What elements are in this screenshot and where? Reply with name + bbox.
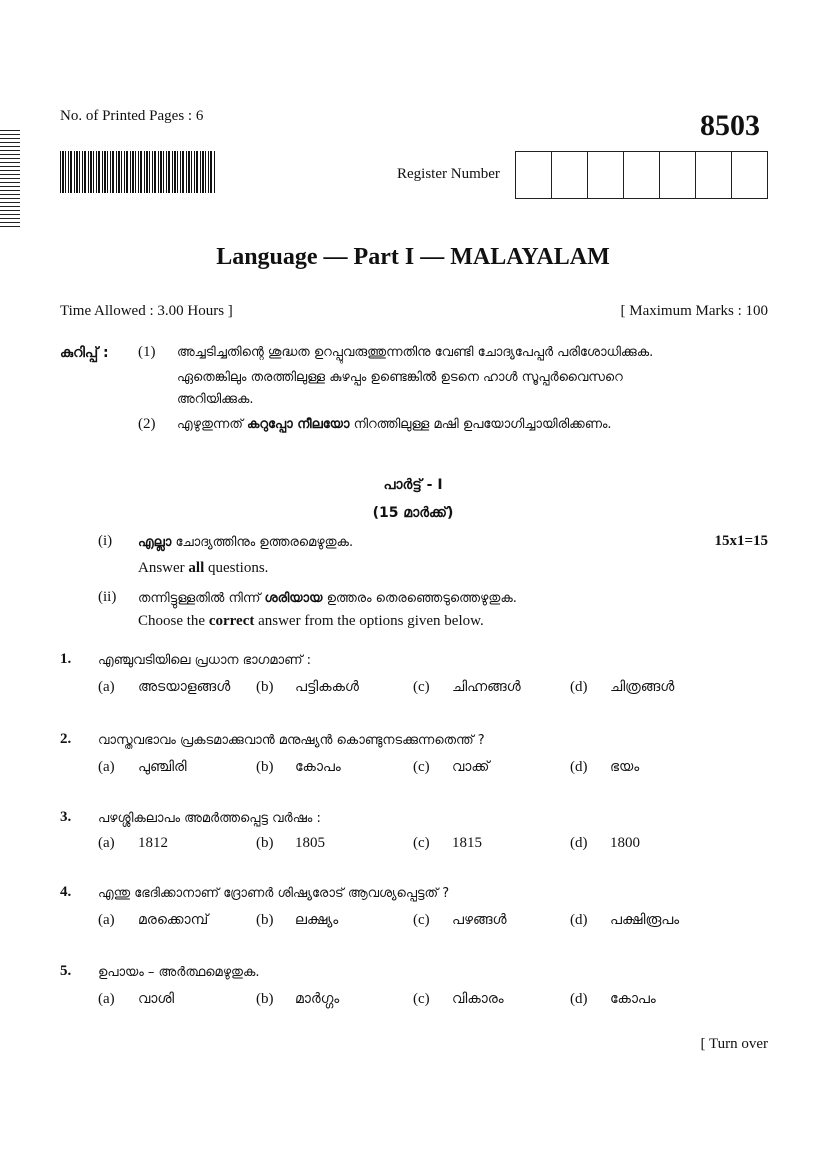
question-text: പഴശ്ശികലാപം അമർത്തപ്പെട്ട വർഷം : bbox=[98, 811, 321, 826]
instruction-part: questions. bbox=[204, 560, 269, 576]
instruction-ii-malayalam bbox=[138, 591, 517, 606]
instruction-emphasis: ശരിയായ bbox=[264, 591, 323, 606]
turn-over: [ Turn over bbox=[700, 1036, 768, 1052]
option-d[interactable]: 1800 bbox=[610, 835, 640, 851]
instruction-ii-english bbox=[138, 613, 484, 630]
option-b[interactable]: ലക്ഷ്യം bbox=[295, 912, 339, 928]
note-1-line-2: ഏതെങ്കിലും തരത്തിലുള്ള കുഴപ്പം ഉണ്ടെങ്കിൽ ഉടനെ ഹാൾ സൂപ്പർവൈസറെ bbox=[177, 370, 623, 385]
register-label: Register Number bbox=[397, 166, 500, 182]
note-1-line-3: അറിയിക്കുക. bbox=[177, 392, 254, 407]
register-digit-box[interactable] bbox=[516, 152, 552, 198]
instruction-part: Choose the bbox=[138, 613, 209, 629]
instruction-i-number: (i) bbox=[98, 533, 113, 549]
option-c[interactable]: പഴങ്ങൾ bbox=[452, 912, 507, 928]
instruction-emphasis: എല്ലാ bbox=[138, 535, 172, 550]
instruction-emphasis: correct bbox=[208, 613, 255, 629]
option-key: (c) bbox=[413, 835, 430, 851]
option-c[interactable]: വികാരം bbox=[452, 991, 504, 1007]
register-digit-box[interactable] bbox=[660, 152, 696, 198]
option-key: (a) bbox=[98, 679, 115, 695]
note-1-line-1: അച്ചടിച്ചതിന്റെ ശുദ്ധത ഉറപ്പുവരുത്തുന്നതിനു വേണ്ടി ചോദ്യപേപ്പർ പരിശോധിക്കുക. bbox=[177, 345, 654, 360]
question-text: എന്തു ഭേദിക്കാനാണ് ദ്രോണർ ശിഷ്യരോട് ആവശ്യപ്പെട്ടത് ? bbox=[98, 886, 450, 901]
question-number: 2. bbox=[60, 731, 72, 747]
question-number: 4. bbox=[60, 884, 72, 900]
register-digit-box[interactable] bbox=[624, 152, 660, 198]
instruction-emphasis: all bbox=[188, 560, 205, 576]
option-a[interactable]: വാശി bbox=[138, 991, 174, 1007]
question-text: വാസ്തവഭാവം പ്രകടമാക്കുവാൻ മനുഷ്യൻ കൊണ്ടുനടക്കുന്നതെന്ത് ? bbox=[98, 733, 485, 748]
question-text: എഞ്ചുവടിയിലെ പ്രധാന ഭാഗമാണ് : bbox=[98, 653, 312, 668]
option-key: (c) bbox=[413, 759, 430, 775]
register-digit-box[interactable] bbox=[732, 152, 767, 198]
option-key: (b) bbox=[256, 991, 274, 1007]
instruction-part: ചോദ്യത്തിനും ഉത്തരമെഴുതുക. bbox=[171, 535, 354, 550]
note-1-number: (1) bbox=[138, 344, 156, 360]
option-key: (b) bbox=[256, 759, 274, 775]
instruction-i-malayalam bbox=[138, 535, 353, 550]
option-d[interactable]: ചിത്രങ്ങൾ bbox=[610, 679, 675, 695]
note-2-part: നിറത്തിലുള്ള മഷി ഉപയോഗിച്ചായിരിക്കണം. bbox=[349, 417, 612, 432]
instruction-i-english bbox=[138, 560, 268, 577]
note-2-part: എഴുതുന്നത് bbox=[177, 417, 248, 432]
page-title: Language — Part I — MALAYALAM bbox=[216, 244, 610, 270]
option-b[interactable]: 1805 bbox=[295, 835, 325, 851]
option-key: (d) bbox=[570, 759, 588, 775]
option-a[interactable]: അടയാളങ്ങൾ bbox=[138, 679, 231, 695]
option-key: (b) bbox=[256, 835, 274, 851]
option-c[interactable]: 1815 bbox=[452, 835, 482, 851]
register-digit-box[interactable] bbox=[552, 152, 588, 198]
barcode bbox=[60, 151, 215, 193]
note-label: കുറിപ്പ് : bbox=[60, 345, 109, 361]
option-a[interactable]: 1812 bbox=[138, 835, 168, 851]
option-key: (d) bbox=[570, 835, 588, 851]
instruction-part: answer from the options given below. bbox=[254, 613, 484, 629]
option-key: (c) bbox=[413, 912, 430, 928]
part-title: പാർട്ട് - I bbox=[383, 477, 443, 493]
option-key: (d) bbox=[570, 912, 588, 928]
printed-pages: No. of Printed Pages : 6 bbox=[60, 108, 204, 124]
option-d[interactable]: ഭയം bbox=[610, 759, 640, 775]
option-a[interactable]: പുഞ്ചിരി bbox=[138, 759, 187, 775]
register-number-boxes[interactable] bbox=[515, 151, 768, 199]
option-a[interactable]: മരക്കൊമ്പ് bbox=[138, 912, 209, 928]
option-key: (c) bbox=[413, 991, 430, 1007]
option-d[interactable]: പക്ഷിരൂപം bbox=[610, 912, 680, 928]
question-number: 3. bbox=[60, 809, 72, 825]
question-number: 5. bbox=[60, 963, 72, 979]
instruction-part: ഉത്തരം തെരഞ്ഞെടുത്തെഴുതുക. bbox=[322, 591, 517, 606]
option-key: (a) bbox=[98, 759, 115, 775]
register-digit-box[interactable] bbox=[588, 152, 624, 198]
option-key: (b) bbox=[256, 912, 274, 928]
register-digit-box[interactable] bbox=[696, 152, 732, 198]
option-key: (d) bbox=[570, 679, 588, 695]
option-b[interactable]: മാർഗ്ഗം bbox=[295, 991, 340, 1007]
note-2-emphasis: കറുപ്പോ നീലയോ bbox=[247, 417, 350, 432]
part-marks: (15 മാർക്ക്) bbox=[372, 505, 454, 521]
instruction-part: Answer bbox=[138, 560, 189, 576]
option-key: (c) bbox=[413, 679, 430, 695]
time-allowed: Time Allowed : 3.00 Hours ] bbox=[60, 303, 233, 319]
option-c[interactable]: ചിഹ്നങ്ങൾ bbox=[452, 679, 521, 695]
option-key: (a) bbox=[98, 991, 115, 1007]
instruction-part: തന്നിട്ടുള്ളതിൽ നിന്ന് bbox=[138, 591, 265, 606]
note-2-text bbox=[177, 417, 612, 432]
option-b[interactable]: കോപം bbox=[295, 759, 341, 775]
score-scheme: 15x1=15 bbox=[714, 533, 768, 549]
note-2-number: (2) bbox=[138, 416, 156, 432]
option-b[interactable]: പട്ടികകൾ bbox=[295, 679, 359, 695]
paper-code: 8503 bbox=[700, 109, 760, 142]
option-key: (b) bbox=[256, 679, 274, 695]
edge-barcode bbox=[0, 130, 20, 228]
option-key: (d) bbox=[570, 991, 588, 1007]
option-key: (a) bbox=[98, 912, 115, 928]
maximum-marks: [ Maximum Marks : 100 bbox=[620, 303, 768, 319]
instruction-ii-number: (ii) bbox=[98, 589, 117, 605]
option-d[interactable]: കോപം bbox=[610, 991, 656, 1007]
question-text: ഉപായം – അർത്ഥമെഴുതുക. bbox=[98, 965, 260, 980]
question-number: 1. bbox=[60, 651, 72, 667]
option-key: (a) bbox=[98, 835, 115, 851]
option-c[interactable]: വാക്ക് bbox=[452, 759, 490, 775]
